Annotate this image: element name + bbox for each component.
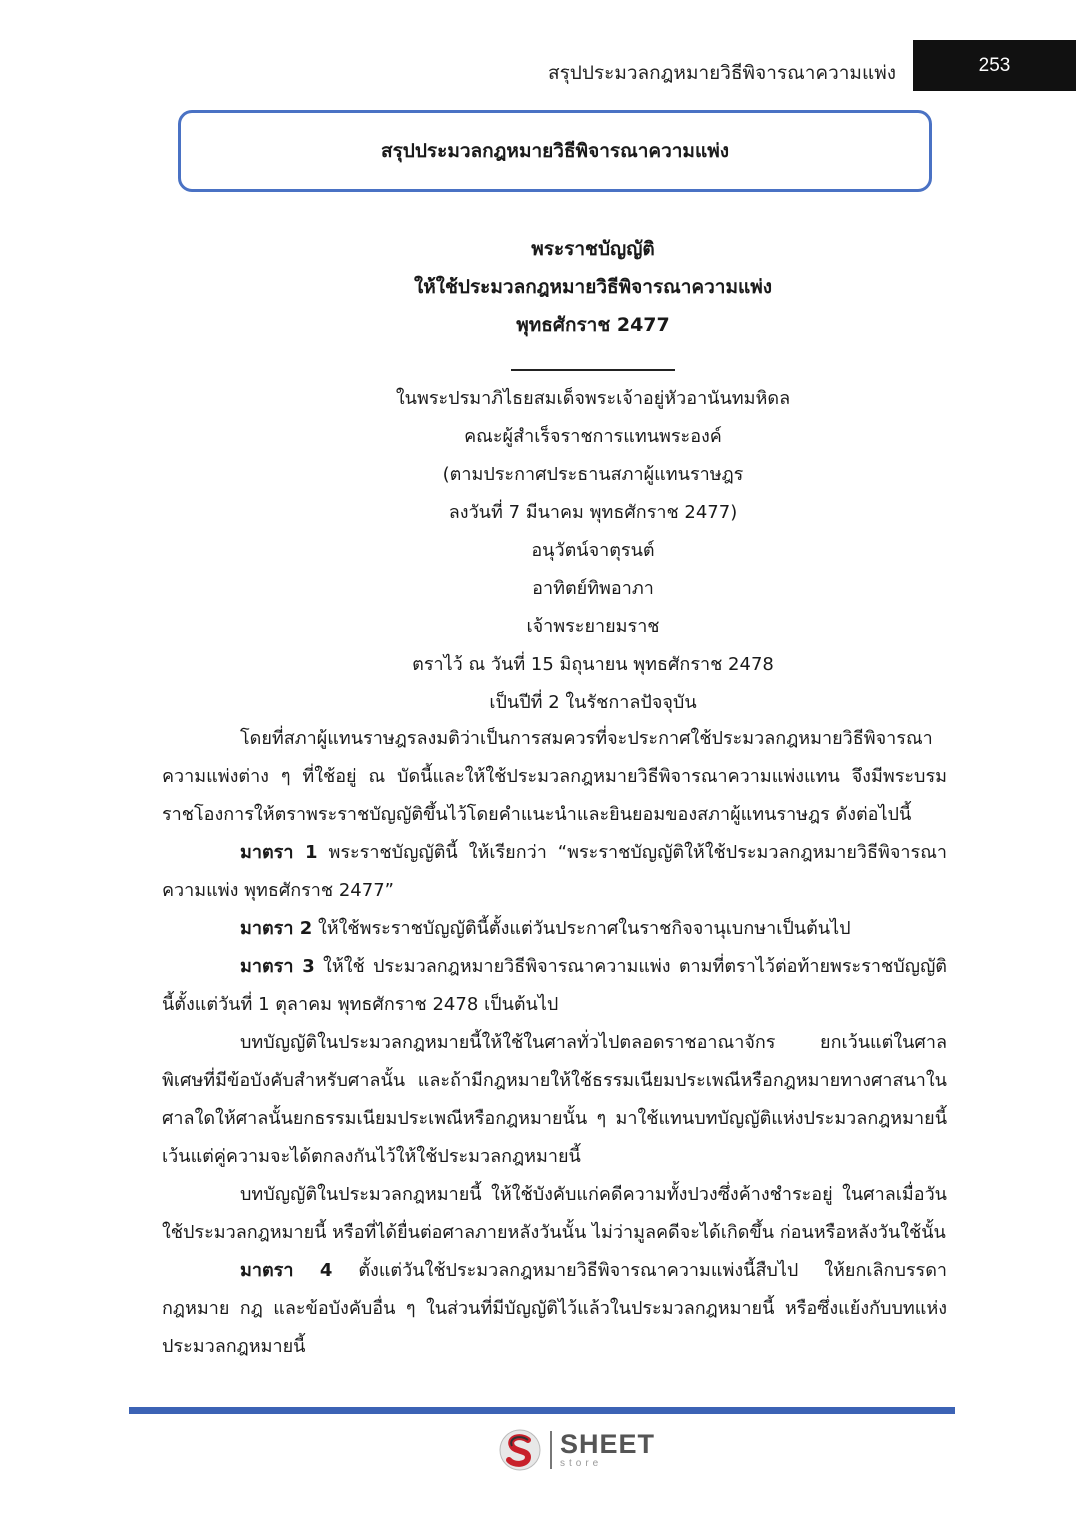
section-2 [162,910,947,948]
courts-paragraph: บทบัญญัติในประมวลกฎหมายนี้ให้ใช้ในศาลทั่วไปตลอดราชอาณาจักร ยกเว้นแต่ในศาลพิเศษที่มีข้อบังคับสำหรับศาลนั้น และถ้ามีกฎหมายให้ใช้ธรรมเนียมประเพณีหรือกฎหมายทางศาสนาในศาลใดให้ศาลนั้นยกธรรมเนียมประเพณีหรือกฎหมายนั้น ๆ มาใช้แทนบทบัญญัติแห่งประมวลกฎหมายนี้ เว้นแต่คู่ความจะได้ตกลงกันไว้ให้ใช้ประมวลกฎหมายนี้ [162,1032,947,1167]
section-3-label: มาตรา 3 [240,956,315,977]
sheet-store-logo [498,1428,655,1472]
page-number: 253 [913,40,1076,91]
logo-wordmark [560,1431,655,1469]
logo-sub-text: store [560,1458,603,1469]
heading-divider [511,369,675,371]
logo-separator [550,1431,552,1469]
pending-cases-paragraph: บทบัญญัติในประมวลกฎหมายนี้ ให้ใช้บังคับแก่คดีความทั้งปวงซึ่งค้างชำระอยู่ ในศาลเมื่อวันใช้ประมวลกฎหมายนี้ หรือที่ได้ยื่นต่อศาลภายหลังวันนั้น ไม่ว่ามูลคดีจะได้เกิดขึ้น ก่อนหรือหลังวันใช้นั้น [162,1184,947,1243]
document-title: สรุปประมวลกฎหมายวิธีพิจารณาความแพ่ง [381,140,729,162]
section-1-text: พระราชบัญญัตินี้ ให้เรียกว่า “พระราชบัญญัติให้ใช้ประมวลกฎหมายวิธีพิจารณาความแพ่ง พุทธศักราช 2477” [162,842,947,901]
logo-main-text: SHEET [560,1429,656,1459]
section-1-label: มาตรา 1 [240,842,318,863]
preamble-line: ลงวันที่ 7 มีนาคม พุทธศักราช 2477) [448,502,738,523]
section-3-text: ให้ใช้ ประมวลกฎหมายวิธีพิจารณาความแพ่ง ตามที่ตราไว้ต่อท้ายพระราชบัญญัตินี้ตั้งแต่วันที่ 1 ตุลาคม พุทธศักราช 2478 เป็นต้นไป [162,956,947,1015]
preamble-line: อนุวัตน์จาตุรนต์ [531,540,655,561]
section-4-label: มาตรา 4 [240,1260,333,1281]
preamble-line: (ตามประกาศประธานสภาผู้แทนราษฎร [442,464,744,485]
section-3 [162,948,947,1024]
section-2-label: มาตรา 2 [240,918,313,939]
act-heading [0,230,1076,344]
preamble-line: เจ้าพระยายมราช [526,616,660,637]
preamble-line: ตราไว้ ณ วันที่ 15 มิถุนายน พุทธศักราช 2478 [412,654,774,675]
section-1 [162,834,947,910]
act-title-line1: พระราชบัญญัติ [531,238,655,260]
sheet-store-s-logo-icon [498,1428,542,1472]
document-title-box [178,110,932,192]
section-2-text: ให้ใช้พระราชบัญญัตินี้ตั้งแต่วันประกาศในราชกิจจานุเบกษาเป็นต้นไป [312,918,851,939]
act-title-line2: ให้ใช้ประมวลกฎหมายวิธีพิจารณาความแพ่ง [413,276,773,298]
preamble-line: เป็นปีที่ 2 ในรัชกาลปัจจุบัน [489,692,697,713]
preamble-line: ในพระปรมาภิไธยสมเด็จพระเจ้าอยู่หัวอานันทมหิดล [395,388,791,409]
preamble-line: คณะผู้สำเร็จราชการแทนพระองค์ [464,426,722,447]
section-4 [162,1252,947,1366]
running-header: สรุปประมวลกฎหมายวิธีพิจารณาความแพ่ง [548,62,896,84]
act-title-line3: พุทธศักราช 2477 [516,314,670,336]
section-4-text: ตั้งแต่วันใช้ประมวลกฎหมายวิธีพิจารณาความแพ่งนี้สืบไป ให้ยกเลิกบรรดากฎหมาย กฎ และข้อบังคับอื่น ๆ ในส่วนที่มีบัญญัติไว้แล้วในประมวลกฎหมายนี้ หรือซึ่งแย้งกับบทแห่งประมวลกฎหมายนี้ [162,1260,947,1357]
body-text [162,720,947,1366]
footer-divider [129,1407,955,1414]
intro-paragraph: โดยที่สภาผู้แทนราษฎรลงมติว่าเป็นการสมควรที่จะประกาศใช้ประมวลกฎหมายวิธีพิจารณาความแพ่งต่าง ๆ ที่ใช้อยู่ ณ บัดนี้และให้ใช้ประมวลกฎหมายวิธีพิจารณาความแพ่งแทน จึงมีพระบรมราชโองการให้ตราพระราชบัญญัติขึ้นไว้โดยคำแนะนำและยินยอมของสภาผู้แทนราษฎร ดังต่อไปนี้ [162,728,947,825]
preamble [0,380,1076,722]
preamble-line: อาทิตย์ทิพอาภา [532,578,654,599]
